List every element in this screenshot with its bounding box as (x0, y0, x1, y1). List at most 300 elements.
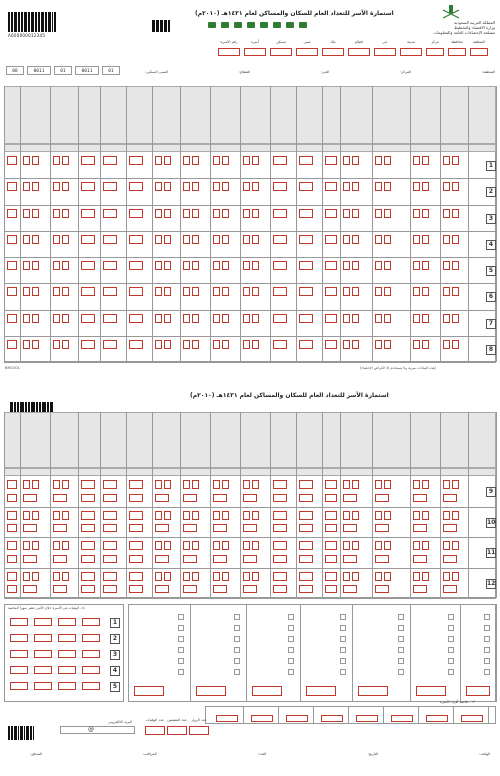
entry-box[interactable] (155, 572, 162, 581)
location-code-box[interactable] (448, 48, 466, 56)
entry-box[interactable] (222, 209, 229, 218)
entry-box[interactable] (62, 340, 69, 349)
location-code-box[interactable] (322, 48, 344, 56)
entry-box[interactable] (413, 156, 420, 165)
entry-box[interactable] (443, 585, 457, 593)
entry-box[interactable] (213, 585, 227, 593)
entry-box[interactable] (422, 235, 429, 244)
summary-band-box[interactable] (426, 715, 448, 722)
entry-box[interactable] (252, 261, 259, 270)
location-code-box[interactable] (400, 48, 422, 56)
entry-box[interactable] (273, 314, 287, 323)
entry-box[interactable] (452, 209, 459, 218)
entry-box[interactable] (213, 555, 227, 563)
entry-box[interactable] (413, 480, 420, 489)
entry-box[interactable] (243, 494, 257, 502)
entry-box[interactable] (352, 572, 359, 581)
entry-box[interactable] (375, 585, 389, 593)
entry-box[interactable] (164, 209, 171, 218)
entry-box[interactable] (325, 209, 337, 218)
entry-box[interactable] (452, 511, 459, 520)
entry-box[interactable] (343, 340, 350, 349)
entry-box[interactable] (384, 314, 391, 323)
entry-box[interactable] (299, 524, 313, 532)
entry-box[interactable] (273, 572, 287, 581)
entry-box[interactable] (413, 494, 427, 502)
entry-box[interactable] (129, 585, 143, 593)
location-code-box[interactable] (470, 48, 488, 56)
entry-box[interactable] (452, 287, 459, 296)
location-code-box[interactable] (270, 48, 292, 56)
entry-box[interactable] (413, 235, 420, 244)
entry-box[interactable] (422, 156, 429, 165)
entry-box[interactable] (103, 511, 117, 520)
summary-band-box[interactable] (216, 715, 238, 722)
summary-checkbox[interactable] (288, 625, 294, 631)
deaths-entry-box[interactable] (10, 634, 28, 642)
entry-box[interactable] (23, 494, 37, 502)
summary-checkbox[interactable] (234, 625, 240, 631)
entry-box[interactable] (81, 235, 95, 244)
deaths-entry-box[interactable] (58, 682, 76, 690)
summary-checkbox[interactable] (234, 636, 240, 642)
deaths-entry-box[interactable] (58, 618, 76, 626)
entry-box[interactable] (129, 287, 143, 296)
entry-box[interactable] (273, 585, 287, 593)
entry-box[interactable] (164, 156, 171, 165)
entry-box[interactable] (273, 555, 287, 563)
entry-box[interactable] (53, 235, 60, 244)
entry-box[interactable] (413, 182, 420, 191)
entry-box[interactable] (299, 314, 313, 323)
entry-box[interactable] (23, 209, 30, 218)
entry-box[interactable] (343, 209, 350, 218)
signoff-box[interactable] (189, 726, 209, 735)
summary-band-box[interactable] (321, 715, 343, 722)
entry-box[interactable] (129, 314, 143, 323)
entry-box[interactable] (452, 541, 459, 550)
entry-box[interactable] (23, 340, 30, 349)
entry-box[interactable] (192, 209, 199, 218)
entry-box[interactable] (252, 340, 259, 349)
entry-box[interactable] (7, 480, 17, 489)
entry-box[interactable] (273, 182, 287, 191)
entry-box[interactable] (81, 209, 95, 218)
entry-box[interactable] (243, 572, 250, 581)
summary-checkbox[interactable] (234, 647, 240, 653)
entry-box[interactable] (422, 511, 429, 520)
entry-box[interactable] (325, 287, 337, 296)
entry-box[interactable] (422, 261, 429, 270)
entry-box[interactable] (155, 287, 162, 296)
entry-box[interactable] (243, 235, 250, 244)
entry-box[interactable] (164, 480, 171, 489)
entry-box[interactable] (155, 494, 169, 502)
entry-box[interactable] (299, 261, 313, 270)
deaths-entry-box[interactable] (34, 666, 52, 674)
entry-box[interactable] (192, 541, 199, 550)
entry-box[interactable] (273, 235, 287, 244)
entry-box[interactable] (443, 314, 450, 323)
entry-box[interactable] (343, 511, 350, 520)
deaths-entry-box[interactable] (10, 682, 28, 690)
entry-box[interactable] (375, 541, 382, 550)
entry-box[interactable] (213, 524, 227, 532)
code-digit-box[interactable]: 0011 (75, 66, 99, 75)
entry-box[interactable] (103, 585, 117, 593)
entry-box[interactable] (155, 261, 162, 270)
entry-box[interactable] (23, 235, 30, 244)
entry-box[interactable] (213, 235, 220, 244)
entry-box[interactable] (413, 541, 420, 550)
entry-box[interactable] (155, 585, 169, 593)
entry-box[interactable] (53, 511, 60, 520)
summary-checkbox[interactable] (448, 625, 454, 631)
entry-box[interactable] (7, 261, 17, 270)
entry-box[interactable] (129, 261, 143, 270)
deaths-entry-box[interactable] (82, 634, 100, 642)
entry-box[interactable] (129, 511, 143, 520)
entry-box[interactable] (53, 585, 67, 593)
entry-box[interactable] (213, 182, 220, 191)
entry-box[interactable] (129, 340, 143, 349)
entry-box[interactable] (299, 182, 313, 191)
summary-checkbox[interactable] (398, 625, 404, 631)
entry-box[interactable] (325, 541, 337, 550)
entry-box[interactable] (243, 156, 250, 165)
entry-box[interactable] (32, 209, 39, 218)
entry-box[interactable] (183, 156, 190, 165)
deaths-entry-box[interactable] (10, 618, 28, 626)
entry-box[interactable] (213, 572, 220, 581)
code-digit-box[interactable]: 08 (6, 66, 24, 75)
entry-box[interactable] (243, 209, 250, 218)
entry-box[interactable] (222, 182, 229, 191)
entry-box[interactable] (183, 480, 190, 489)
entry-box[interactable] (273, 261, 287, 270)
entry-box[interactable] (352, 156, 359, 165)
location-code-box[interactable] (374, 48, 396, 56)
entry-box[interactable] (155, 340, 162, 349)
entry-box[interactable] (413, 572, 420, 581)
entry-box[interactable] (443, 287, 450, 296)
entry-box[interactable] (352, 209, 359, 218)
summary-checkbox[interactable] (398, 647, 404, 653)
entry-box[interactable] (81, 585, 95, 593)
entry-box[interactable] (299, 494, 313, 502)
entry-box[interactable] (452, 182, 459, 191)
entry-box[interactable] (183, 261, 190, 270)
entry-box[interactable] (273, 511, 287, 520)
entry-box[interactable] (155, 541, 162, 550)
entry-box[interactable] (452, 340, 459, 349)
summary-checkbox[interactable] (288, 658, 294, 664)
entry-box[interactable] (7, 156, 17, 165)
entry-box[interactable] (62, 541, 69, 550)
entry-box[interactable] (222, 572, 229, 581)
summary-checkbox[interactable] (398, 669, 404, 675)
entry-box[interactable] (81, 314, 95, 323)
entry-box[interactable] (325, 480, 337, 489)
summary-checkbox[interactable] (288, 669, 294, 675)
entry-box[interactable] (23, 524, 37, 532)
entry-box[interactable] (222, 235, 229, 244)
entry-box[interactable] (23, 261, 30, 270)
entry-box[interactable] (183, 585, 197, 593)
entry-box[interactable] (213, 541, 220, 550)
deaths-entry-box[interactable] (34, 618, 52, 626)
entry-box[interactable] (384, 182, 391, 191)
entry-box[interactable] (243, 261, 250, 270)
entry-box[interactable] (384, 235, 391, 244)
entry-box[interactable] (325, 572, 337, 581)
summary-entry-box[interactable] (252, 686, 282, 696)
entry-box[interactable] (243, 287, 250, 296)
entry-box[interactable] (352, 261, 359, 270)
summary-checkbox[interactable] (484, 614, 490, 620)
deaths-entry-box[interactable] (58, 666, 76, 674)
entry-box[interactable] (352, 182, 359, 191)
entry-box[interactable] (273, 156, 287, 165)
entry-box[interactable] (192, 261, 199, 270)
entry-box[interactable] (352, 541, 359, 550)
entry-box[interactable] (325, 585, 337, 593)
entry-box[interactable] (81, 524, 95, 532)
entry-box[interactable] (413, 555, 427, 563)
entry-box[interactable] (343, 314, 350, 323)
entry-box[interactable] (243, 585, 257, 593)
summary-entry-box[interactable] (416, 686, 446, 696)
summary-band-box[interactable] (391, 715, 413, 722)
entry-box[interactable] (375, 156, 382, 165)
entry-box[interactable] (213, 209, 220, 218)
summary-checkbox[interactable] (398, 636, 404, 642)
entry-box[interactable] (155, 524, 169, 532)
entry-box[interactable] (375, 182, 382, 191)
entry-box[interactable] (155, 182, 162, 191)
entry-box[interactable] (103, 261, 117, 270)
entry-box[interactable] (81, 261, 95, 270)
entry-box[interactable] (352, 235, 359, 244)
entry-box[interactable] (53, 555, 67, 563)
entry-box[interactable] (375, 340, 382, 349)
entry-box[interactable] (375, 511, 382, 520)
entry-box[interactable] (183, 340, 190, 349)
entry-box[interactable] (62, 480, 69, 489)
entry-box[interactable] (252, 156, 259, 165)
entry-box[interactable] (243, 340, 250, 349)
entry-box[interactable] (62, 287, 69, 296)
summary-checkbox[interactable] (178, 625, 184, 631)
entry-box[interactable] (32, 235, 39, 244)
summary-checkbox[interactable] (398, 614, 404, 620)
entry-box[interactable] (213, 480, 220, 489)
summary-checkbox[interactable] (288, 636, 294, 642)
summary-checkbox[interactable] (340, 636, 346, 642)
entry-box[interactable] (422, 572, 429, 581)
entry-box[interactable] (252, 480, 259, 489)
entry-box[interactable] (164, 287, 171, 296)
entry-box[interactable] (243, 480, 250, 489)
entry-box[interactable] (222, 541, 229, 550)
signoff-box[interactable] (167, 726, 187, 735)
entry-box[interactable] (443, 524, 457, 532)
entry-box[interactable] (213, 340, 220, 349)
entry-box[interactable] (443, 511, 450, 520)
entry-box[interactable] (443, 261, 450, 270)
entry-box[interactable] (129, 182, 143, 191)
entry-box[interactable] (325, 511, 337, 520)
entry-box[interactable] (23, 511, 30, 520)
entry-box[interactable] (7, 235, 17, 244)
summary-checkbox[interactable] (448, 614, 454, 620)
entry-box[interactable] (62, 209, 69, 218)
entry-box[interactable] (183, 572, 190, 581)
entry-box[interactable] (164, 572, 171, 581)
entry-box[interactable] (252, 287, 259, 296)
entry-box[interactable] (192, 480, 199, 489)
entry-box[interactable] (343, 585, 357, 593)
entry-box[interactable] (7, 585, 17, 593)
entry-box[interactable] (352, 287, 359, 296)
entry-box[interactable] (273, 209, 287, 218)
entry-box[interactable] (422, 314, 429, 323)
entry-box[interactable] (183, 511, 190, 520)
entry-box[interactable] (343, 541, 350, 550)
entry-box[interactable] (155, 511, 162, 520)
summary-checkbox[interactable] (340, 669, 346, 675)
entry-box[interactable] (243, 541, 250, 550)
entry-box[interactable] (7, 572, 17, 581)
summary-checkbox[interactable] (178, 647, 184, 653)
entry-box[interactable] (222, 511, 229, 520)
entry-box[interactable] (23, 572, 30, 581)
entry-box[interactable] (422, 209, 429, 218)
entry-box[interactable] (129, 209, 143, 218)
entry-box[interactable] (443, 494, 457, 502)
entry-box[interactable] (299, 235, 313, 244)
entry-box[interactable] (452, 261, 459, 270)
entry-box[interactable] (23, 555, 37, 563)
entry-box[interactable] (252, 209, 259, 218)
entry-box[interactable] (325, 314, 337, 323)
entry-box[interactable] (384, 209, 391, 218)
entry-box[interactable] (243, 182, 250, 191)
entry-box[interactable] (103, 541, 117, 550)
entry-box[interactable] (299, 287, 313, 296)
entry-box[interactable] (164, 261, 171, 270)
summary-checkbox[interactable] (234, 614, 240, 620)
entry-box[interactable] (213, 314, 220, 323)
entry-box[interactable] (375, 572, 382, 581)
entry-box[interactable] (129, 480, 143, 489)
entry-box[interactable] (343, 182, 350, 191)
entry-box[interactable] (273, 480, 287, 489)
entry-box[interactable] (413, 511, 420, 520)
entry-box[interactable] (129, 541, 143, 550)
entry-box[interactable] (452, 572, 459, 581)
email-field[interactable] (60, 726, 135, 734)
entry-box[interactable] (23, 314, 30, 323)
entry-box[interactable] (413, 261, 420, 270)
entry-box[interactable] (81, 182, 95, 191)
entry-box[interactable] (273, 287, 287, 296)
entry-box[interactable] (243, 314, 250, 323)
code-digit-box[interactable]: 0011 (27, 66, 51, 75)
entry-box[interactable] (413, 340, 420, 349)
deaths-entry-box[interactable] (10, 650, 28, 658)
entry-box[interactable] (7, 511, 17, 520)
summary-band-box[interactable] (356, 715, 378, 722)
summary-band-box[interactable] (251, 715, 273, 722)
entry-box[interactable] (183, 209, 190, 218)
entry-box[interactable] (443, 182, 450, 191)
entry-box[interactable] (103, 555, 117, 563)
entry-box[interactable] (252, 541, 259, 550)
entry-box[interactable] (32, 340, 39, 349)
entry-box[interactable] (384, 511, 391, 520)
entry-box[interactable] (7, 182, 17, 191)
entry-box[interactable] (155, 314, 162, 323)
summary-checkbox[interactable] (178, 658, 184, 664)
entry-box[interactable] (375, 235, 382, 244)
entry-box[interactable] (62, 314, 69, 323)
entry-box[interactable] (53, 261, 60, 270)
entry-box[interactable] (375, 480, 382, 489)
entry-box[interactable] (213, 511, 220, 520)
entry-box[interactable] (7, 494, 17, 502)
entry-box[interactable] (164, 541, 171, 550)
entry-box[interactable] (299, 541, 313, 550)
entry-box[interactable] (413, 287, 420, 296)
entry-box[interactable] (192, 235, 199, 244)
entry-box[interactable] (32, 572, 39, 581)
code-digit-box[interactable]: 01 (54, 66, 72, 75)
entry-box[interactable] (384, 541, 391, 550)
entry-box[interactable] (53, 524, 67, 532)
entry-box[interactable] (129, 156, 143, 165)
entry-box[interactable] (384, 572, 391, 581)
entry-box[interactable] (384, 156, 391, 165)
entry-box[interactable] (343, 287, 350, 296)
entry-box[interactable] (129, 524, 143, 532)
entry-box[interactable] (375, 261, 382, 270)
entry-box[interactable] (164, 340, 171, 349)
entry-box[interactable] (375, 314, 382, 323)
entry-box[interactable] (192, 287, 199, 296)
entry-box[interactable] (23, 585, 37, 593)
entry-box[interactable] (129, 555, 143, 563)
entry-box[interactable] (343, 261, 350, 270)
entry-box[interactable] (62, 572, 69, 581)
entry-box[interactable] (222, 261, 229, 270)
entry-box[interactable] (7, 524, 17, 532)
entry-box[interactable] (23, 287, 30, 296)
entry-box[interactable] (273, 541, 287, 550)
summary-checkbox[interactable] (398, 658, 404, 664)
entry-box[interactable] (243, 511, 250, 520)
entry-box[interactable] (443, 480, 450, 489)
entry-box[interactable] (375, 287, 382, 296)
entry-box[interactable] (53, 572, 60, 581)
entry-box[interactable] (53, 340, 60, 349)
entry-box[interactable] (352, 480, 359, 489)
summary-checkbox[interactable] (448, 658, 454, 664)
summary-checkbox[interactable] (340, 625, 346, 631)
entry-box[interactable] (53, 287, 60, 296)
entry-box[interactable] (443, 541, 450, 550)
entry-box[interactable] (32, 314, 39, 323)
